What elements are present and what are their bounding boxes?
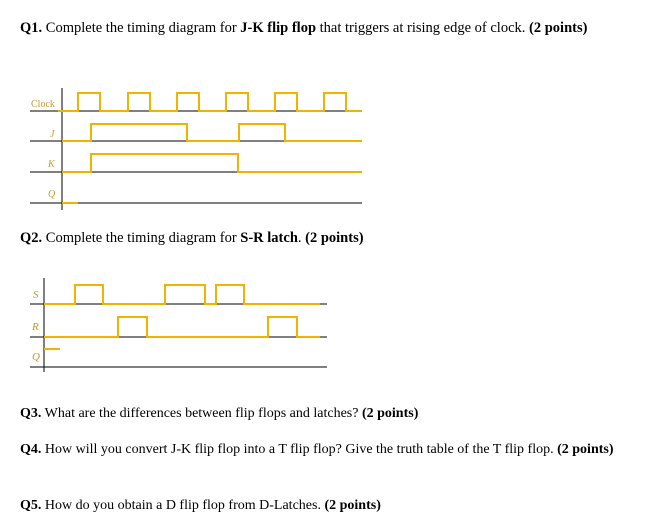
jk-timing-diagram — [30, 88, 362, 210]
s-waveform — [44, 285, 320, 304]
q1-text: Complete the timing diagram for — [45, 20, 237, 36]
q2-term: S-R latch — [240, 230, 298, 246]
q2-points: (2 points) — [305, 230, 364, 246]
q3-points: (2 points) — [361, 406, 419, 421]
sr-q-label: Q — [32, 351, 40, 363]
k-label: K — [48, 159, 55, 170]
q5-number: Q5. — [20, 498, 42, 513]
q2-number: Q2. — [20, 230, 43, 246]
r-waveform — [44, 317, 320, 337]
q1-term: J-K flip flop — [240, 20, 317, 36]
q1-text2: that triggers at rising edge of clock. — [319, 20, 526, 36]
s-label: S — [33, 289, 39, 301]
q5-text: How do you obtain a D flip flop from D-Latches. — [44, 498, 321, 513]
q5-points: (2 points) — [324, 498, 381, 513]
q3-number: Q3. — [20, 406, 42, 421]
q2-text: Complete the timing diagram for — [45, 230, 237, 246]
r-label: R — [32, 321, 39, 333]
clock-label: Clock — [31, 99, 55, 110]
j-label: J — [50, 129, 55, 140]
q3-text: What are the differences between flip flops and latches? — [44, 406, 359, 421]
question-2: Q2. Complete the timing diagram for S-R latch. (2 points) — [20, 230, 364, 246]
k-waveform — [62, 154, 362, 172]
q-label: Q — [48, 189, 56, 200]
q4-number: Q4. — [20, 442, 42, 457]
q4-text: How will you convert J-K flip flop into a T flip flop? Give the truth table of the T flip flop. — [44, 442, 554, 457]
clock-waveform — [58, 93, 362, 111]
q1-number: Q1. — [20, 20, 43, 36]
j-waveform — [62, 124, 362, 141]
q4-points: (2 points) — [557, 442, 614, 457]
sr-timing-diagram — [30, 278, 327, 372]
q1-points: (2 points) — [529, 20, 588, 36]
